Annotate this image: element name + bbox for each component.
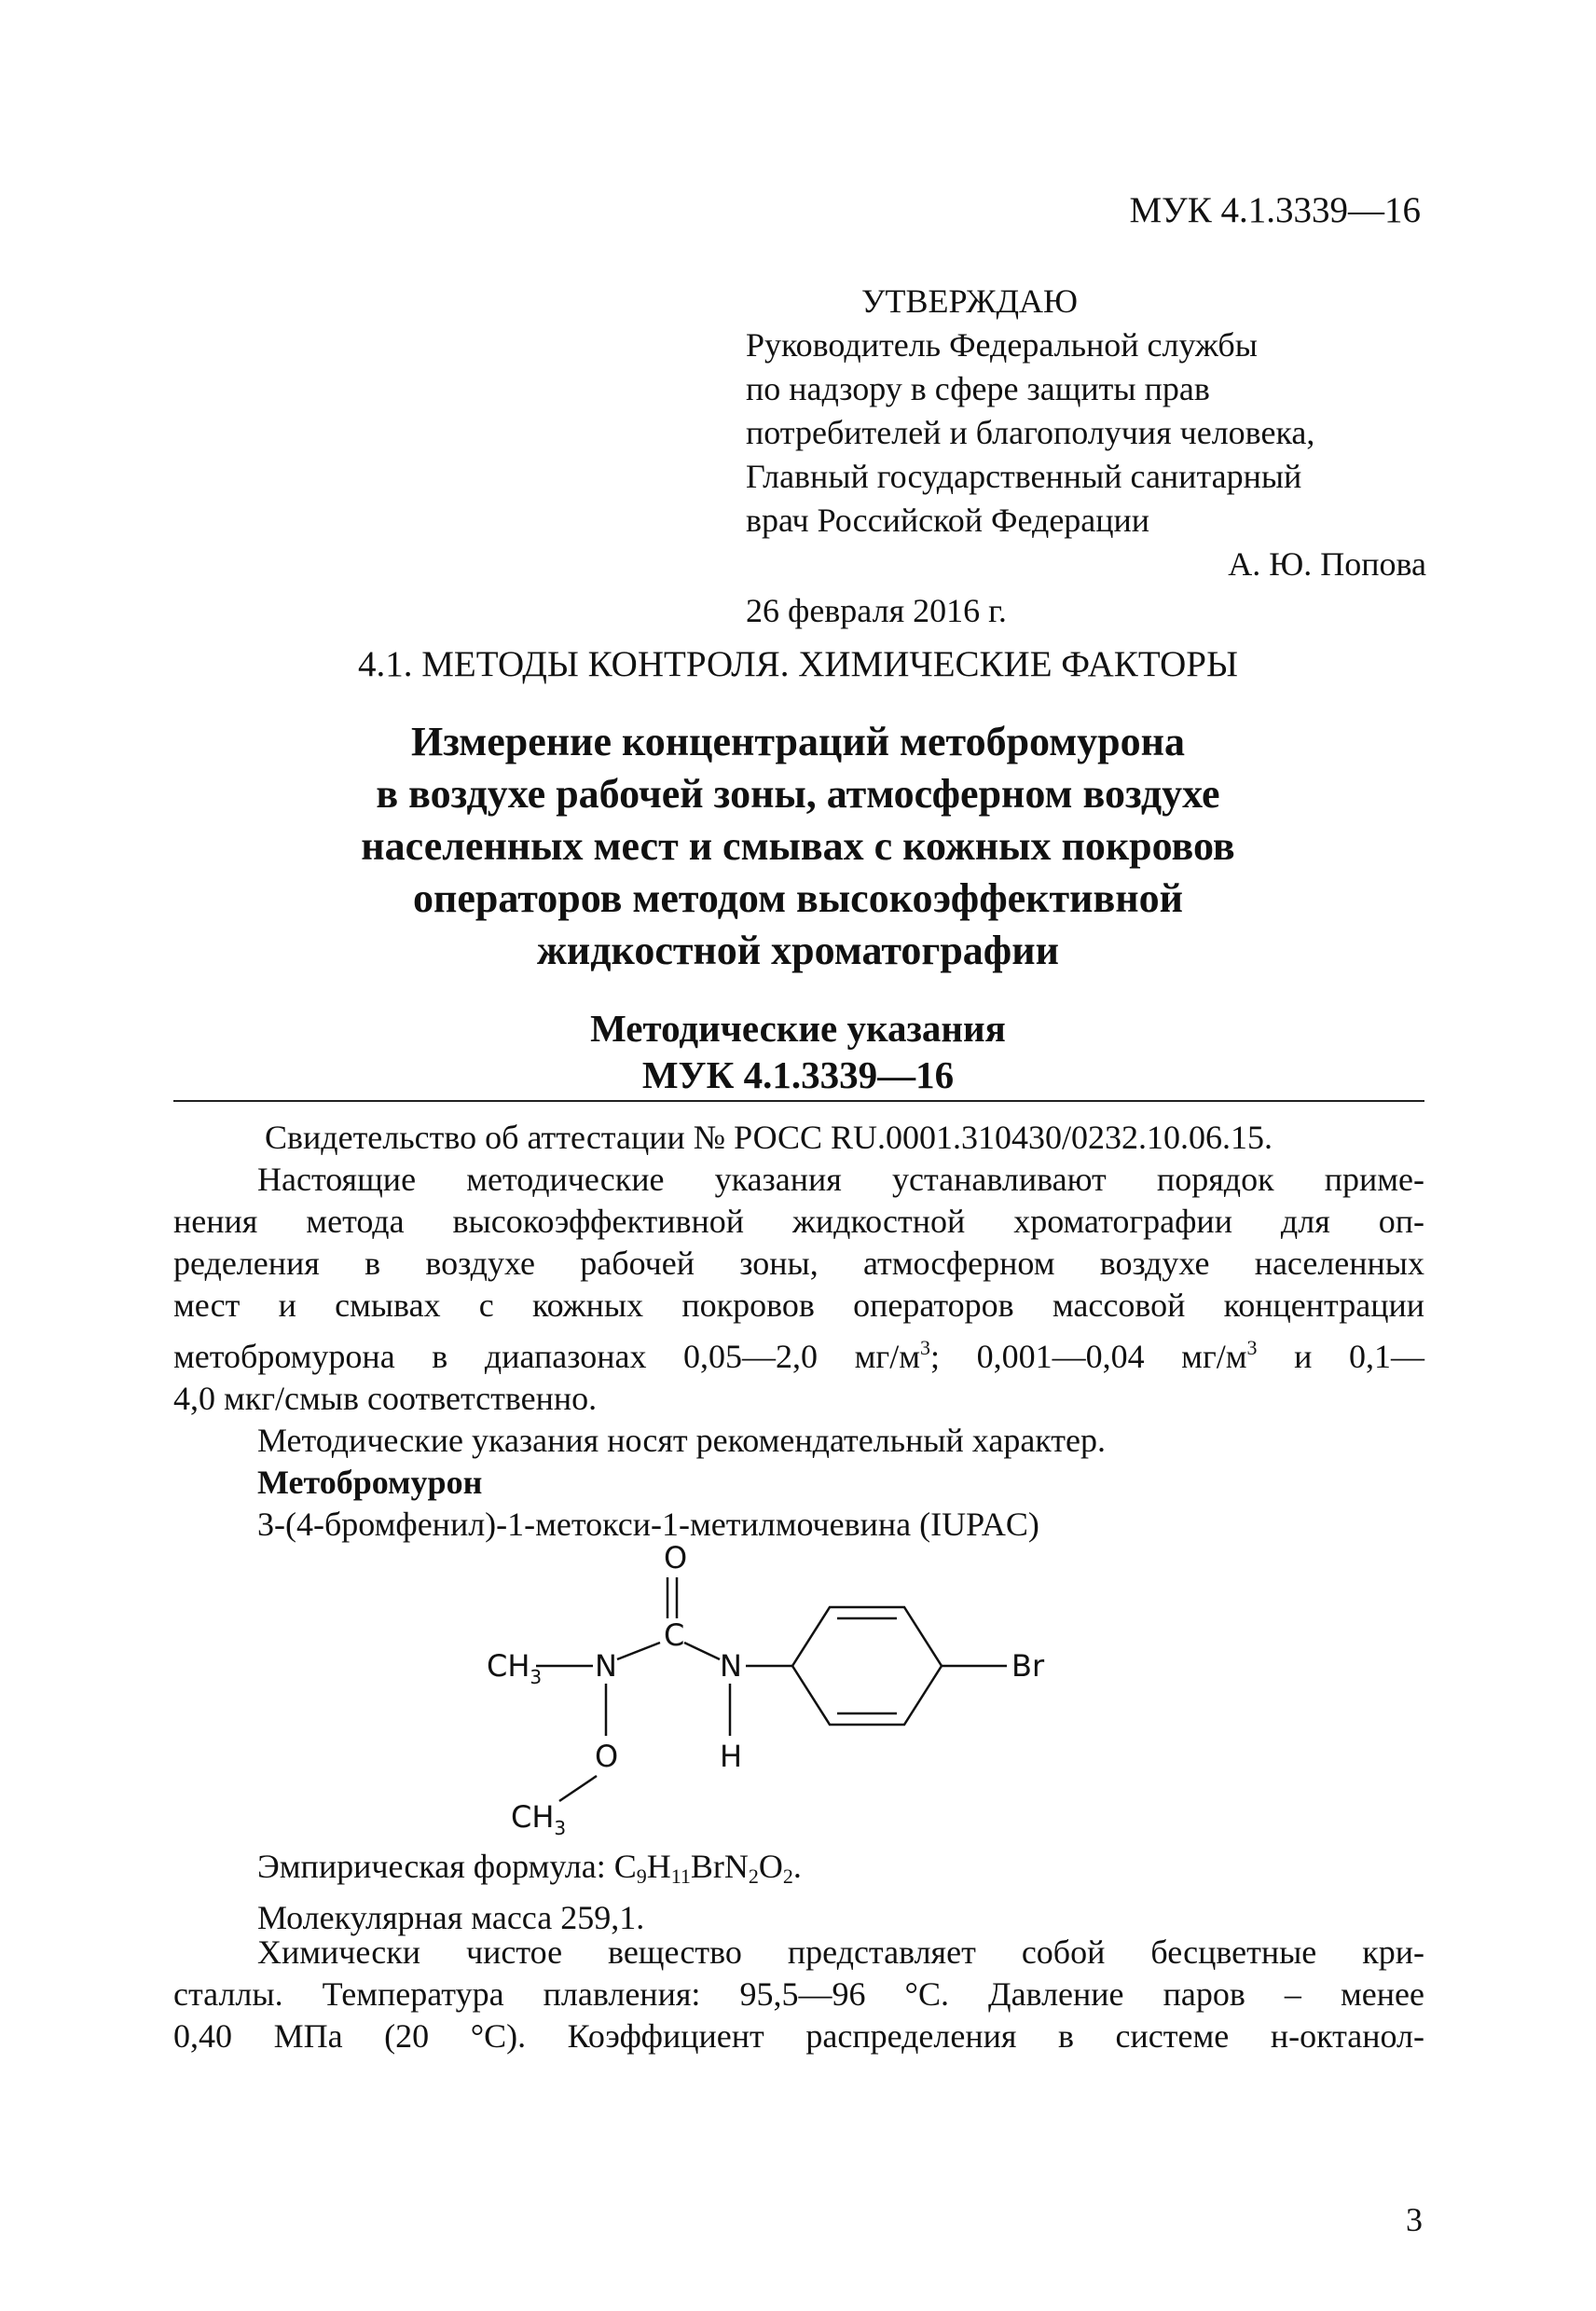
- title-line: жидкостной хроматографии: [537, 928, 1059, 973]
- atom-label-ch3-bottom: [511, 1799, 566, 1839]
- bond-c-n-right: [684, 1643, 720, 1659]
- intro-line: мест и смывах с кожных покровов операторов массовой концентрации: [173, 1286, 1424, 1324]
- range-end-line: 4,0 мкг/смыв соответственно.: [173, 1380, 598, 1417]
- atom-label-n-left: N: [595, 1648, 617, 1684]
- element: H: [646, 1848, 671, 1885]
- atom-label-c: C: [664, 1617, 685, 1653]
- properties-section: [173, 1932, 1424, 2057]
- approval-position-line: по надзору в сфере защиты прав: [746, 370, 1210, 407]
- formula-section: [257, 1846, 802, 1939]
- atom-label-br: Br: [1011, 1648, 1045, 1684]
- range-text: метобромурона в диапазонах 0,05—2,0 мг/м: [173, 1338, 920, 1375]
- title-line: операторов методом высокоэффективной: [413, 875, 1183, 921]
- atom-subscript: 3: [530, 1666, 543, 1688]
- title-line: в воздухе рабочей зоны, атмосферном воздухе: [376, 771, 1220, 817]
- atom-text: CH: [487, 1648, 530, 1684]
- range-text: ; 0,001—0,04 мг/м: [929, 1338, 1247, 1375]
- section-heading: 4.1. МЕТОДЫ КОНТРОЛЯ. ХИМИЧЕСКИЕ ФАКТОРЫ: [358, 644, 1238, 684]
- element: C: [613, 1848, 637, 1885]
- subtitle-line: МУК 4.1.3339—16: [641, 1053, 955, 1096]
- empirical-formula: [257, 1846, 802, 1897]
- approval-position-line: Главный государственный санитарный: [746, 458, 1302, 495]
- benzene-ring: [792, 1607, 942, 1725]
- approval-block: [746, 280, 1426, 633]
- atom-subscript: 3: [554, 1817, 567, 1839]
- structural-formula-diagram: [466, 1538, 1081, 1846]
- title-line: населенных мест и смывах с кожных покровов: [361, 823, 1235, 869]
- bond-c-n-left: [617, 1643, 660, 1659]
- approval-position-line: потребителей и благополучия человека,: [746, 414, 1315, 451]
- unit-exponent: 3: [1246, 1336, 1258, 1359]
- properties-line: Химически чистое вещество представляет собой бесцветные кри-: [257, 1933, 1424, 1971]
- element: Br: [690, 1848, 724, 1885]
- element: N: [723, 1848, 749, 1885]
- element-count: 2: [748, 1864, 759, 1888]
- document-title: [0, 716, 1596, 977]
- intro-section: [173, 1117, 1424, 1546]
- intro-line: ределения в воздухе рабочей зоны, атмосферном воздухе населенных: [173, 1245, 1424, 1282]
- element: O: [758, 1848, 783, 1885]
- atom-label-o-carbonyl: O: [664, 1540, 688, 1575]
- approval-heading: УТВЕРЖДАЮ: [861, 282, 1079, 320]
- element-count: 2: [782, 1864, 793, 1888]
- molar-mass: Молекулярная масса 259,1.: [257, 1899, 645, 1936]
- range-line: [173, 1327, 1424, 1378]
- intro-line: нения метода высокоэффективной жидкостной хроматографии для оп-: [173, 1203, 1424, 1240]
- approval-position-line: Руководитель Федеральной службы: [746, 326, 1258, 364]
- empirical-label: Эмпирическая формула:: [257, 1848, 614, 1885]
- approval-position-line: врач Российской Федерации: [746, 502, 1150, 539]
- document-code: МУК 4.1.3339—16: [1129, 190, 1421, 230]
- atom-label-n-right: N: [720, 1648, 742, 1684]
- atom-label-o-methoxy: O: [595, 1739, 619, 1774]
- title-line: Измерение концентраций метобромурона: [410, 719, 1185, 764]
- atom-label-ch3-left: [487, 1648, 542, 1688]
- intro-line: Настоящие методические указания устанавливают порядок приме-: [257, 1161, 1424, 1198]
- iupac-name: 3-(4-бромфенил)-1-метокси-1-метилмочевина (IUPAC): [257, 1506, 1039, 1543]
- header-divider: [173, 1100, 1424, 1102]
- range-text: и 0,1—: [1257, 1338, 1424, 1375]
- certificate-text: Свидетельство об аттестации № РОСС RU.0001.310430/0232.10.06.15.: [265, 1119, 1273, 1156]
- properties-line: 0,40 МПа (20 °С). Коэффициент распределения в системе н-октанол-: [173, 2017, 1424, 2055]
- element-count: 11: [670, 1864, 691, 1888]
- atom-text: CH: [511, 1799, 555, 1835]
- page-number: 3: [1406, 2201, 1423, 2238]
- properties-line: сталлы. Температура плавления: 95,5—96 °С. Давление паров – менее: [173, 1975, 1424, 2013]
- bond-o-ch3: [559, 1776, 597, 1801]
- approval-date: 26 февраля 2016 г.: [746, 592, 1007, 629]
- approval-signer: А. Ю. Попова: [1228, 545, 1426, 583]
- formula-end: .: [792, 1848, 802, 1885]
- element-count: 9: [636, 1864, 647, 1888]
- unit-exponent: 3: [919, 1336, 930, 1359]
- substance-name: Метобромурон: [257, 1464, 483, 1501]
- advisory-text: Методические указания носят рекомендательный характер.: [257, 1422, 1107, 1459]
- subtitle-line: Методические указания: [590, 1007, 1006, 1050]
- atom-label-h: H: [720, 1739, 743, 1774]
- document-subtitle: [0, 1005, 1596, 1098]
